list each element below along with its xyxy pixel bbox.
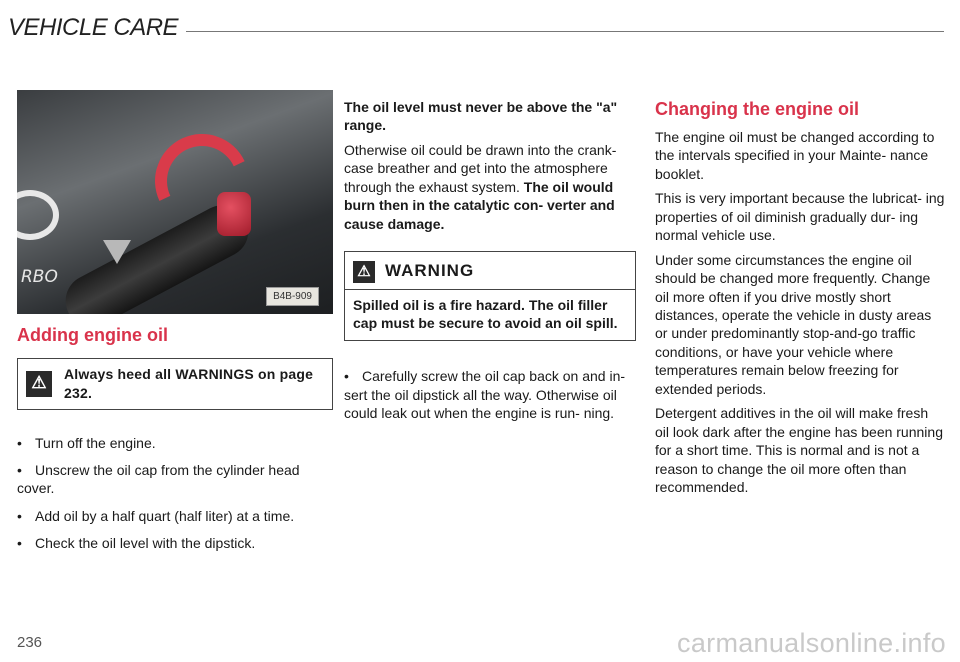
oil-cap-shape <box>217 192 251 236</box>
page-header-title: VEHICLE CARE <box>8 14 179 41</box>
warnings-reference-box <box>17 358 333 410</box>
warning-box <box>344 251 636 341</box>
section-title-changing-oil: Changing the engine oil <box>655 99 859 119</box>
oil-level-lead: The oil level must never be above the "a" range. <box>344 99 618 134</box>
column-oil-level <box>344 98 636 432</box>
watermark: carmanualsonline.info <box>677 628 946 658</box>
column-adding-oil <box>17 90 333 562</box>
image-code-label: B4B-909 <box>266 287 319 306</box>
bullet-dot-icon: • <box>17 434 22 451</box>
engine-badge-ring <box>17 190 59 240</box>
list-item <box>17 507 333 525</box>
warnings-reference-text: Always heed all WARNINGS on page 232. <box>64 365 314 401</box>
paragraph: This is very important because the lubricat- ing properties of oil diminish gradually dur- ing normal vehicle use. <box>655 190 945 244</box>
warning-label: WARNING <box>385 261 475 281</box>
paragraph: Under some circumstances the engine oil should be changed more frequently. Change oil more often if you drive mostly short distances, operate the vehicle in dusty areas or under predominantly stop-and-go traffic conditions, or have your vehicle where temperatures remain below freezing for extended periods. <box>655 251 932 397</box>
warning-triangle-icon: ⚠ <box>26 371 52 397</box>
warning-header <box>345 252 635 289</box>
list-item-text: Unscrew the oil cap from the cylinder head cover. <box>17 462 300 497</box>
list-item <box>17 434 333 452</box>
bullet-dot-icon: • <box>17 507 22 524</box>
list-item <box>17 534 333 552</box>
page-number: 236 <box>17 634 43 651</box>
list-item-text: Turn off the engine. <box>35 434 156 451</box>
column-changing-oil <box>655 98 945 503</box>
list-item <box>344 367 636 422</box>
bullet-dot-icon: • <box>17 535 22 552</box>
warning-triangle-icon: ⚠ <box>353 261 375 283</box>
oil-level-paragraph-plain: Otherwise oil could be drawn into the crank- case breather and get into the atmosphere through the exhaust system. <box>344 141 617 195</box>
bullet-dot-icon: • <box>17 462 22 478</box>
oil-level-paragraph-bold: The oil would burn then in the catalytic con- verter and cause damage. <box>344 178 615 232</box>
list-item <box>17 461 333 498</box>
section-title-adding-oil: Adding engine oil <box>17 325 168 345</box>
oil-level-paragraph <box>344 141 636 233</box>
list-item-text: Add oil by a half quart (half liter) at a time. <box>35 507 295 524</box>
paragraph: Detergent additives in the oil will make fresh oil look dark after the engine has been running for a short time. This is normal and is not a reason to change the oil more often than recommended. <box>655 405 943 496</box>
engine-triangle-mark <box>103 240 131 264</box>
list-item-text: Carefully screw the oil cap back on and in- sert the oil dipstick all the way. Otherwise oil could leak out when the engine is run- ning. <box>344 368 626 422</box>
engine-oil-cap-photo <box>17 90 333 314</box>
list-item-text: Check the oil level with the dipstick. <box>35 535 256 552</box>
bullet-dot-icon: • <box>344 368 349 385</box>
header-rule <box>186 31 944 32</box>
engine-badge-text: RBO <box>21 267 58 287</box>
paragraph: The engine oil must be changed according to the intervals specified in your Mainte- nance booklet. <box>655 128 935 182</box>
warning-text: Spilled oil is a fire hazard. The oil filler cap must be secure to avoid an oil spill. <box>353 296 618 331</box>
